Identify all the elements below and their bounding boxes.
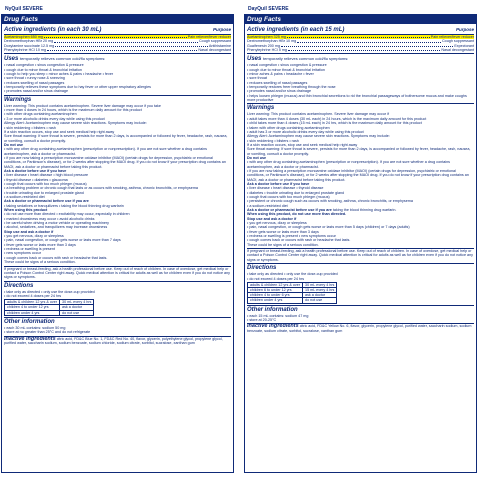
list-item: • reduces swelling of nasal passages [247,80,308,85]
list-item: • be careful when driving a motor vehicle or operating machinery [4,221,110,226]
list-item: • store at no greater than 25°C and do not refrigerate [4,330,91,335]
list-item: • do not exceed 4 doses per 24 hrs [247,276,305,281]
list-item: • temporarily restores freer breathing through the nose [247,85,336,90]
drug-facts-header: Drug Facts [2,15,233,24]
list-item: • do not use more than directed • excitability may occur, especially in children [4,212,130,217]
inactive-ingredients [247,323,474,333]
when-using-heading: When using this product [4,208,48,213]
dosage-table [247,282,337,304]
inactive-list: citric acid, FD&C Blue No. 1, FD&C Red No. 40, flavor, glycerin, polyethylene glycol, propylene glycol, purified water, saccharin sodium, sodium benzoate, sodium chloride, sodium citrate, sorbitol, sucralose, xanthan gum [4,336,223,345]
other-info-heading: Other information [4,317,231,326]
list-item: • trouble urinating due to enlarged prostate gland [4,190,84,195]
warning-text: Allergy Alert: Acetaminophen may cause severe skin reactions. Symptoms may include: [4,121,147,126]
list-item: • persistent or chronic cough such as occurs with smoking, asthma, chronic bronchitis, or emphysema [247,199,413,204]
list-item: • a breathing problem or chronic cough that lasts or as occurs with smoking, asthma, chronic bronchitis, or emphysema [4,186,198,191]
ask-doctor-heading: Ask a doctor before use if you have [4,168,67,173]
warnings-heading: Warnings [4,95,231,104]
ingredient-name: Acetaminophen 650 mg [4,35,43,39]
ingredient-name: Phenylephrine HCl 10 mg [4,48,47,53]
warning-text: Liver warning: This product contains acetaminophen. Severe liver damage may occur if you take [4,103,161,108]
uses-intro: temporarily relieves common cold/flu symptoms: [20,56,106,62]
list-item: • promotes nasal and/or sinus drainage [4,89,69,94]
table-cell: ask a doctor [303,293,337,298]
table-cell: do not use [60,310,94,315]
list-item: • sore throat [247,76,267,81]
drug-facts-frame [1,14,234,473]
ingredient-purpose: Pain reliever/fever reducer [187,35,231,39]
list-item: • diabetes • trouble urinating due to enlarged prostate gland [247,190,345,195]
list-item: • nasal congestion • sinus congestion & pressure [4,63,84,68]
ingredient-purpose: Pain reliever/fever reducer [430,35,474,39]
list-item: • marked drowsiness may occur • avoid alcoholic drinks [4,216,95,221]
warnings-list [247,112,474,155]
list-item: • liver disease • heart disease • high blood pressure [4,173,89,178]
drug-facts-frame [244,14,477,473]
table-cell: children 6 to under 12 yrs [248,288,303,293]
ingredient-purpose: Cough suppressant [442,39,474,44]
list-item: • taking sedatives or tranquilizers • taking the blood thinning drug warfarin [4,203,124,208]
list-item: • nasal congestion • sinus congestion & pressure [247,63,327,68]
when-using-heading: When using this product, do not use more than directed. [247,212,347,217]
list-item: • minor aches & pains • headache • fever [247,72,314,77]
list-item: • do not exceed 4 doses per 24 hrs [4,293,62,298]
list-item: • cough comes back or occurs with rash or headache that lasts. [247,238,351,243]
ingredient-purpose: Nasal decongestant [441,48,474,53]
purpose-label: Purpose [455,27,474,32]
warning-text: • adult has 3 or more alcoholic drinks every day while using this product [247,129,364,134]
ingredient-name: Doxylamine succinate 12.5 mg [4,43,55,48]
list-item: These could be signs of a serious condition. [4,260,76,265]
ask-doctor-heading: Ask a doctor before use if you have [247,181,310,186]
list-item: • helps loosen phlegm (mucus) and thin bronchial secretions to rid the bronchial passageways of bothersome mucus and make coughs more productive [247,93,467,103]
table-cell: children under 4 yrs [5,310,60,315]
list-item: • cough that occurs with too much phlegm (mucus) [247,195,330,199]
active-ingredients-title: Active ingredients (in each 30 mL) [4,27,102,33]
table-cell: 30 mL every 4 hrs [303,282,337,287]
table-cell: adults & children 12 yrs & over [5,300,60,305]
list-item: • take only as directed • only use the dose-cup provided [4,289,95,294]
list-item: • temporarily relieves these symptoms due to hay fever or other upper respiratory allergies [4,85,152,90]
list-item: • with any other drug containing acetaminophen (prescription or nonprescription). If you are not sure whether a drug contains acetaminophen, ask a doctor or pharmacist. [4,147,207,156]
uses-heading [4,53,231,63]
ingredient-row [247,48,474,52]
table-row [5,310,94,315]
uses-intro: temporarily relieves common cold/flu symptoms: [263,56,349,62]
warning-text: Sore throat warning: If sore throat is severe, persists for more than 2 days, is accompanied or followed by fever, headache, rash, nausea, or vomiting, consult a doctor promptly. [4,134,228,143]
list-item: • cough to help you sleep • minor aches & pains • headache • fever [4,72,114,77]
list-item: • thyroid disease • diabetes • glaucoma [4,177,68,182]
list-item: • a sodium-restricted diet [4,195,45,199]
list-item: • pain, nasal congestion, or cough gets worse or lasts more than 5 days (children) or 7 days (adults) [247,225,410,230]
inactive-title: Inactive ingredients [4,335,56,342]
list-item: • alcohol, sedatives, and tranquilizers may increase drowsiness [4,225,108,230]
list-item: • cough due to minor throat & bronchial irritation [247,67,325,72]
uses-list [4,63,231,93]
list-item: • you get nervous, dizzy or sleepless [247,221,307,226]
list-item: • sore throat • runny nose & sneezing [4,76,65,81]
purpose-label: Purpose [212,27,231,32]
warning-text: • 3 or more alcoholic drinks every day while using this product [4,116,105,121]
inactive-ingredients [4,336,231,346]
active-ingredients-heading [247,25,474,35]
warning-text: • adult takes more than 4 doses (30 mL each) in 24 hours, which is the maximum daily amount for this product [247,116,427,121]
warning-text: • skin reddening • blisters • rash [247,138,299,143]
list-item: • each 15 mL contains: sodium 47 mg [247,313,309,318]
warning-text: • with other drugs containing acetaminophen [4,112,77,117]
table-cell: children 4 to under 6 yrs [248,293,303,298]
list-item: • with any other drug containing acetaminophen (prescription or nonprescription). If you are not sure whether a drug contains acetaminophen, ask a doctor or pharmacist. [247,160,450,169]
table-row [5,300,94,305]
list-item: • cough due to minor throat & bronchial irritation [4,67,82,72]
list-item: • pain, nasal congestion, or cough gets worse or lasts more than 7 days [4,238,121,243]
list-item: • each 30 mL contains: sodium 50 mg [4,325,66,330]
ingredient-purpose: Nasal decongestant [198,48,231,53]
warning-text: If a skin reaction occurs, stop use and seek medical help right away [4,129,115,134]
uses-list [247,63,474,102]
warning-text: If a skin reaction occurs, stop use and seek medical help right away [247,142,358,147]
inactive-list: citric acid, FD&C Yellow No. 6, flavor, glycerin, propylene glycol, purified water, saccharin sodium, sodium benzoate, sodium citrate, sorbitol, sucralose, xanthan gum [247,324,472,333]
stop-use-heading: Stop use and ask a doctor if [247,216,297,221]
ask-pharmacist-heading: Ask a doctor or pharmacist before use if you are [4,199,89,204]
do-not-use-heading: Do not use [247,155,267,160]
ingredient-purpose: Cough suppressant [199,39,231,44]
warning-text: • skin reddening • blisters • rash [4,125,56,130]
inactive-title: Inactive ingredients [247,323,299,330]
dosage-table [4,299,94,316]
warning-text: • taken with other drugs containing acetaminophen [247,125,330,130]
product-brand-label: NyQuil SEVERE [5,6,43,12]
uses-title: Uses [247,56,262,63]
stop-use-heading: Stop use and ask a doctor if [4,229,54,234]
ingredient-name: Guaifenesin 200 mg [247,43,281,48]
pregnancy-warning: If pregnant or breast-feeding, ask a health professional before use. Keep out of reach of children. In case of overdose, get medical help or contact a Poison Control Center right away. Quick medical attention is critical for adults as well as for children even if you do not notice any signs or symptoms. [247,249,474,262]
nyquil-drug-facts-panel [1,5,234,475]
ingredient-name: Phenylephrine HCl 5 mg [247,48,287,53]
list-item: • new symptoms occur [4,251,41,256]
table-row [248,298,337,303]
table-cell: do not use [303,298,337,303]
warning-text: • child takes more than 4 doses (15 mL each) in 24 hrs, which is the maximum daily amount for this product [247,121,422,126]
table-cell: 30 mL every 4 hrs [60,300,94,305]
product-brand-label: DayQuil SEVERE [248,6,289,12]
other-info-heading: Other information [247,305,474,314]
ingredient-row [4,48,231,52]
active-ingredients-heading [4,25,231,35]
table-cell: 15 mL every 4 hrs [303,288,337,293]
list-item: • cough comes back or occurs with rash or headache that lasts. [4,255,108,260]
ingredient-purpose: Antihistamine [208,43,231,48]
ask-pharmacist-heading: Ask a doctor or pharmacist before use if you are [247,208,332,213]
list-item: • fever gets worse or lasts more than 3 days [247,229,319,234]
list-item: These could be signs of a serious condition. [247,242,319,247]
ingredient-purpose: Expectorant [454,43,474,48]
list-item: • promotes nasal and/or sinus drainage [247,89,312,94]
list-item: • reduces swelling of nasal passages [4,80,65,85]
table-cell: ask a doctor [60,305,94,310]
ingredient-name: Dextromethorphan HBr 10 mg [247,39,297,44]
list-item: • cough that occurs with too much phlegm (mucus) [4,181,87,186]
ingredient-list [247,35,474,52]
list-item: taking the blood thinning drug warfarin. [332,208,397,213]
table-cell: children 4 to under 12 yrs [5,305,60,310]
pregnancy-warning: If pregnant or breast-feeding, ask a health professional before use. Keep out of reach of children. In case of overdose, get medical help or contact a Poison Control Center right away. Quick medical attention is critical for adults as well as for children even if you do not notice any signs or symptoms. [4,266,231,280]
table-cell: children under 4 yrs [248,298,303,303]
list-item: • redness or swelling is present [4,247,55,252]
list-item: • if you are now taking a prescription monoamine oxidase inhibitor (MAOI) (certain drugs for depression, psychiatric or emotional conditions, or Parkinson's disease), or for 2 weeks after stopping the MAOI drug. If you do not know if your prescription drug contains an MAOI, ask a doctor or pharmacist before taking this product. [4,155,226,169]
uses-title: Uses [4,56,19,63]
ingredient-name: Dextromethorphan HBr 20 mg [4,39,54,44]
warnings-heading: Warnings [247,103,474,112]
directions-heading: Directions [247,263,474,272]
list-item: • liver disease • heart disease • thyroid disease [247,186,324,191]
active-ingredients-title: Active ingredients (in each 15 mL) [247,27,345,33]
list-item: • if you are now taking a prescription monoamine oxidase inhibitor (MAOI) (certain drugs for depression, psychiatric or emotional conditions, or Parkinson's disease), or for 2 weeks after stopping the MAOI drug. If you do not know if your prescription drug contains an MAOI, ask a doctor or pharmacist before taking this product. [247,168,469,182]
list-item: • take only as directed • only use the dose-cup provided [247,272,338,277]
dayquil-drug-facts-panel [244,5,477,475]
drug-facts-header: Drug Facts [245,15,476,24]
directions-heading: Directions [4,281,231,290]
uses-heading [247,53,474,63]
list-item: • a sodium-restricted diet [247,203,288,208]
do-not-use-heading: Do not use [4,142,24,147]
ingredient-name: Acetaminophen 325 mg [247,35,286,39]
list-item: • fever gets worse or lasts more than 3 days [4,242,76,247]
warning-text: Allergy Alert: Acetaminophen may cause severe skin reactions. Symptoms may include: [247,134,390,139]
table-row [248,282,337,287]
warning-text: • more than 4 doses in 24 hours, which is the maximum daily amount for this product [4,108,142,113]
list-item: • store at 20-25°C [247,318,277,322]
ingredient-list [4,35,231,52]
warnings-list [4,104,231,143]
table-cell: adults & children 12 yrs & over [248,282,303,287]
list-item: • you get nervous, dizzy or sleepless [4,234,64,239]
warning-text: Sore throat warning: If sore throat is severe, persists for more than 2 days, is accompanied or followed by fever, headache, rash, nausea, or vomiting, consult a doctor promptly. [247,147,471,156]
warning-text: Liver warning: This product contains acetaminophen. Severe liver damage may occur if [247,112,389,117]
list-item: • redness or swelling is present • new symptoms occur [247,234,336,239]
